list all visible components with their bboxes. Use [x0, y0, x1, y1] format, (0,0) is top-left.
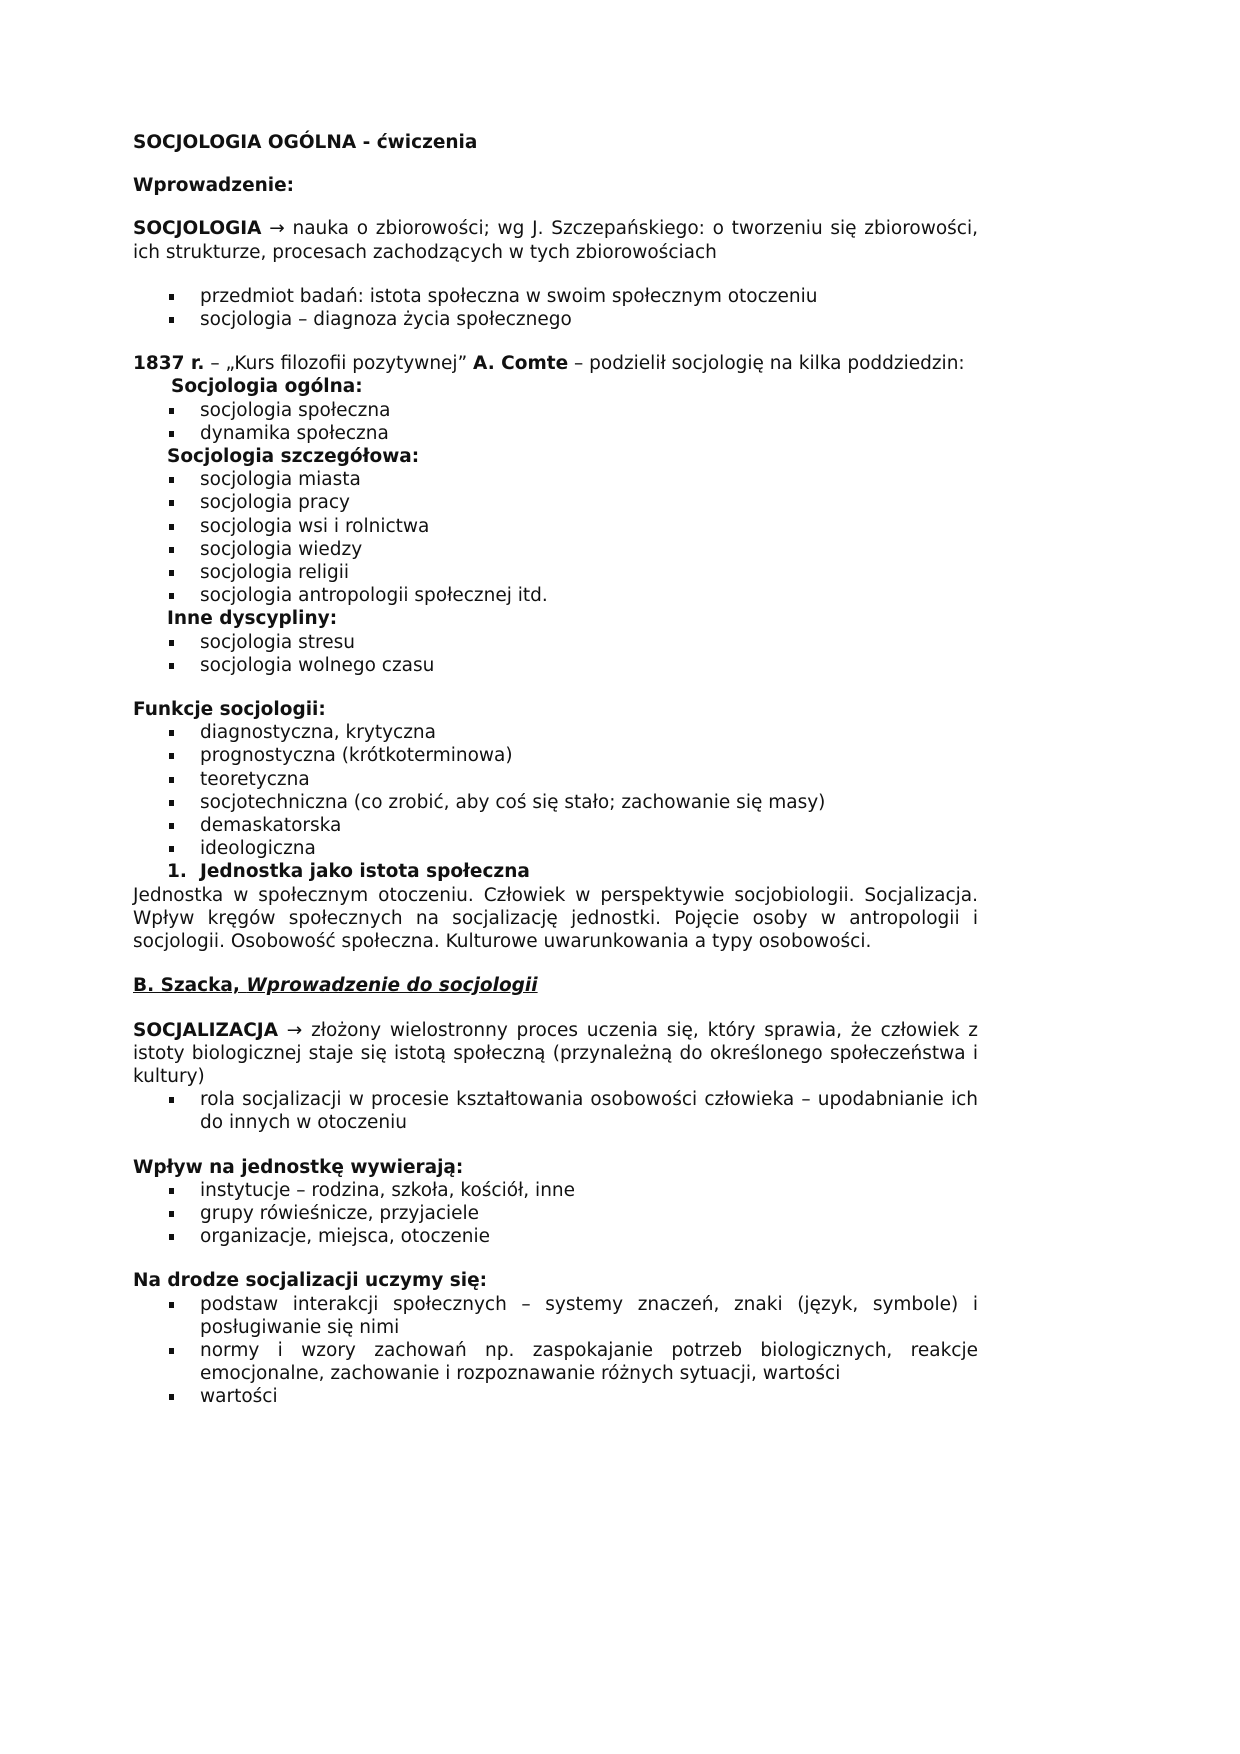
- list-item: normy i wzory zachowań np. zaspokajanie potrzeb biologicznych, reakcje emocjonalne, zachowanie i rozpoznawanie różnych sytuacji, wartości: [133, 1339, 978, 1385]
- source-reference: [133, 974, 978, 997]
- subfield-heading: Inne dyscypliny:: [167, 608, 338, 630]
- list-item: socjologia wiedzy: [133, 538, 978, 561]
- author: A. Comte: [473, 353, 569, 375]
- learning-heading: Na drodze socjalizacji uczymy się:: [133, 1270, 488, 1292]
- learning-list: [133, 1293, 978, 1409]
- intro-heading: Wprowadzenie:: [133, 175, 295, 197]
- list-item: socjologia wolnego czasu: [133, 654, 978, 677]
- list-item: organizacje, miejsca, otoczenie: [133, 1225, 978, 1248]
- subfield-list: [133, 399, 978, 445]
- socialization-definition: [133, 1019, 978, 1089]
- arrow-icon: →: [286, 1019, 303, 1041]
- influence-heading: Wpływ na jednostkę wywierają:: [133, 1156, 464, 1178]
- definition-term: SOCJALIZACJA: [133, 1019, 279, 1041]
- functions-list: [133, 721, 978, 860]
- functions-heading: Funkcje socjologii:: [133, 699, 326, 721]
- section-text: Jednostka w społecznym otoczeniu. Człowiek w perspektywie socjobiologii. Socjalizacja. Wpływ kręgów społecznych na socjalizację jednostki. Pojęcie osoby w antropologii i socjologii. Osobowość społeczna. Kulturowe uwarunkowania a typy osobowości.: [133, 884, 978, 953]
- list-item: socjologia – diagnoza życia społecznego: [133, 308, 978, 331]
- list-item: dynamika społeczna: [133, 422, 978, 445]
- book-title: – „Kurs filozofii pozytywnej”: [204, 353, 474, 375]
- sociology-definition: [133, 217, 978, 263]
- subfield-heading: Socjologia ogólna:: [171, 376, 363, 398]
- subfield-list: [133, 468, 978, 607]
- list-item: diagnostyczna, krytyczna: [133, 721, 978, 744]
- definition-text: złożony wielostronny proces uczenia się, który sprawia, że człowiek z istoty biologicznej staje się istotą społeczną (przynależną do określonego społeczeństwa i kultury): [133, 1019, 978, 1087]
- section-title: Jednostka jako istota społeczna: [200, 861, 530, 883]
- socialization-bullets: [133, 1088, 978, 1134]
- list-item: podstaw interakcji społecznych – systemy znaczeń, znaki (język, symbole) i posługiwanie się nimi: [133, 1293, 978, 1339]
- list-item: socjologia pracy: [133, 491, 978, 514]
- definition-text: nauka o zbiorowości; wg J. Szczepańskiego: o tworzeniu się zbiorowości, ich strukturze, procesach zachodzących w tych zbiorowościach: [133, 218, 978, 263]
- list-item: socjologia społeczna: [133, 399, 978, 422]
- list-item: grupy rówieśnicze, przyjaciele: [133, 1202, 978, 1225]
- document-page: [133, 131, 978, 1409]
- comte-rest: – podzielił socjologię na kilka poddziedzin:: [568, 353, 965, 375]
- influence-list: [133, 1179, 978, 1249]
- list-item: wartości: [133, 1385, 978, 1408]
- document-title: SOCJOLOGIA OGÓLNA - ćwiczenia: [133, 132, 478, 153]
- list-item: socjologia religii: [133, 561, 978, 584]
- subfield-heading: Socjologia szczegółowa:: [167, 446, 420, 468]
- list-item: rola socjalizacji w procesie kształtowania osobowości człowieka – upodabnianie ich do innych w otoczeniu: [133, 1088, 978, 1134]
- list-item: socjotechniczna (co zrobić, aby coś się stało; zachowanie się masy): [133, 791, 978, 814]
- list-item: prognostyczna (krótkoterminowa): [133, 744, 978, 767]
- list-item: socjologia stresu: [133, 631, 978, 654]
- year: 1837 r.: [133, 353, 205, 375]
- definition-term: SOCJOLOGIA: [133, 218, 262, 240]
- list-item: instytucje – rodzina, szkoła, kościół, inne: [133, 1179, 978, 1202]
- list-item: socjologia wsi i rolnictwa: [133, 515, 978, 538]
- source-author: B. Szacka,: [133, 975, 247, 997]
- list-item: socjologia antropologii społecznej itd.: [133, 584, 978, 607]
- section-heading: [133, 860, 978, 883]
- source-title: Wprowadzenie do socjologii: [246, 975, 538, 997]
- arrow-icon: →: [269, 218, 285, 240]
- list-item: socjologia miasta: [133, 468, 978, 491]
- section-number: 1.: [167, 861, 187, 883]
- list-item: przedmiot badań: istota społeczna w swoim społecznym otoczeniu: [133, 285, 978, 308]
- subfield-list: [133, 631, 978, 677]
- list-item: demaskatorska: [133, 814, 978, 837]
- list-item: ideologiczna: [133, 837, 978, 860]
- list-item: teoretyczna: [133, 768, 978, 791]
- comte-line: [133, 352, 978, 375]
- definition-bullets: [133, 285, 978, 331]
